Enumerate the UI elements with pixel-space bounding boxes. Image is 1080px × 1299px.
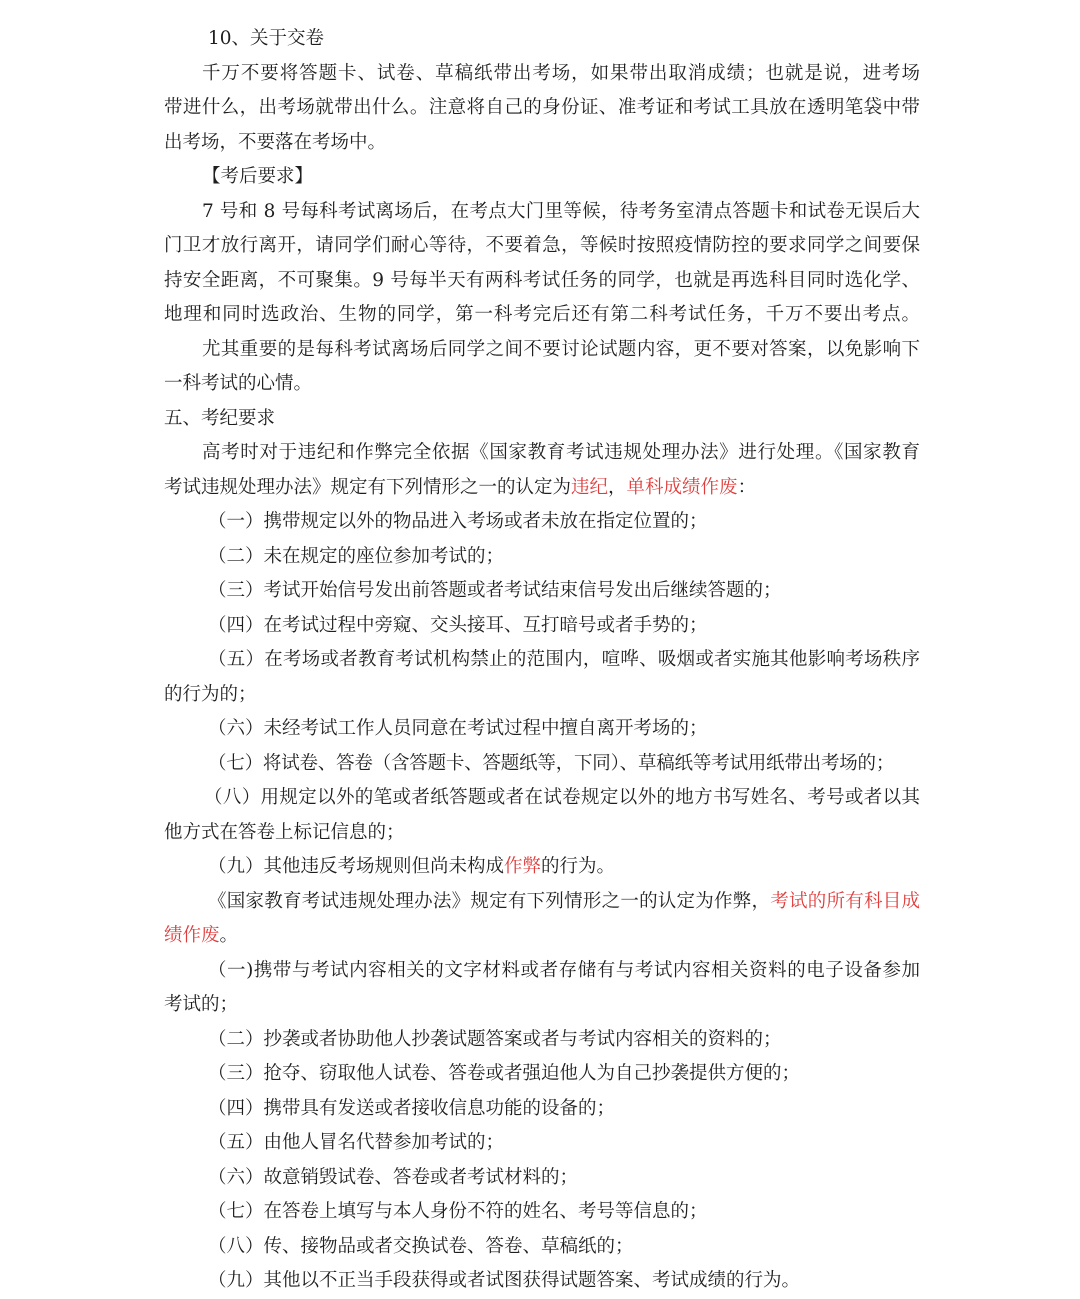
- highlight-cheating: 作弊: [504, 856, 542, 877]
- text-span: ：: [737, 476, 757, 498]
- list-item: （二）未在规定的座位参加考试的；: [208, 545, 505, 567]
- list-item: （七）将试卷、答卷（含答题卡、答题纸等，下同）、草稿纸等考试用纸带出考场的；: [208, 752, 895, 774]
- list-item: （八）用规定以外的笔或者纸答题或者在试卷规定以外的地方书写姓名、考号或者以其: [204, 787, 920, 808]
- text-span: ，: [608, 476, 627, 498]
- list-item: [164, 850, 920, 885]
- paragraph-line: [164, 885, 920, 920]
- paragraph-line: 出考场，不要落在考场中。: [164, 131, 387, 153]
- list-item: （七）在答卷上填写与本人身份不符的姓名、考号等信息的；: [208, 1201, 708, 1222]
- paragraph-line: 地理和同时选政治、生物的同学，第一科考完后还有第二科考试任务，千万不要出考点。: [164, 304, 920, 325]
- text-span: 的行为。: [541, 856, 616, 877]
- paragraph-line: 一科考试的心情。: [164, 373, 313, 394]
- list-item: （八）传、接物品或者交换试卷、答卷、草稿纸的；: [208, 1235, 634, 1257]
- list-item: （六）故意销毁试卷、答卷或者考试材料的；: [208, 1166, 579, 1188]
- text-span: 《国家教育考试违规处理办法》规定有下列情形之一的认定为作弊，: [208, 890, 771, 912]
- list-item: （二）抄袭或者协助他人抄袭试题答案或者与考试内容相关的资料的；: [208, 1028, 782, 1050]
- list-item: （五）在考场或者教育考试机构禁止的范围内，喧哗、吸烟或者实施其他影响考场秩序: [208, 649, 920, 670]
- paragraph-line: 持安全距离，不可聚集。9 号每半天有两科考试任务的同学，也就是再选科目同时选化学、: [164, 269, 920, 291]
- section-title-discipline: 五、考纪要求: [164, 407, 276, 429]
- text-span: 。: [219, 925, 239, 946]
- paragraph-line: [164, 471, 920, 506]
- paragraph-line: 门卫才放行离开，请同学们耐心等待，不要着急，等候时按照疫情防控的要求同学之间要保: [164, 235, 920, 256]
- paragraph-line: 千万不要将答题卡、试卷、草稿纸带出考场，如果带出取消成绩；也就是说，进考场: [202, 62, 920, 84]
- list-item: （五）由他人冒名代替参加考试的；: [208, 1132, 505, 1153]
- list-item-continuation: 的行为的；: [164, 683, 257, 705]
- list-item: （三）考试开始信号发出前答题或者考试结束信号发出后继续答题的；: [208, 580, 782, 601]
- paragraph-line: 高考时对于违纪和作弊完全依据《国家教育考试违规处理办法》进行处理。《国家教育: [202, 442, 920, 463]
- list-item-continuation: 他方式在答卷上标记信息的；: [164, 821, 405, 843]
- section-title-after-exam: 【考后要求】: [202, 166, 314, 187]
- text-span: （九）其他违反考场规则但尚未构成: [208, 856, 505, 877]
- list-item: （六）未经考试工作人员同意在考试过程中擅自离开考场的；: [208, 718, 708, 739]
- section-title-exam-submit: 10、关于交卷: [208, 28, 325, 49]
- list-item: （一)携带与考试内容相关的文字材料或者存储有与考试内容相关资料的电子设备参加: [208, 959, 920, 981]
- paragraph-line: [164, 919, 920, 954]
- highlight-all-subjects-void-cont: 绩作废: [164, 925, 220, 946]
- list-item: （三）抢夺、窃取他人试卷、答卷或者强迫他人为自己抄袭提供方便的；: [208, 1063, 801, 1084]
- paragraph-line: 带进什么，出考场就带出什么。注意将自己的身份证、准考证和考试工具放在透明笔袋中带: [164, 97, 920, 118]
- highlight-single-subject-void: 单科成绩作废: [626, 476, 738, 498]
- list-item: （九）其他以不正当手段获得或者试图获得试题答案、考试成绩的行为。: [208, 1270, 801, 1291]
- list-item: （四）在考试过程中旁窥、交头接耳、互打暗号或者手势的；: [208, 614, 708, 636]
- list-item: （一）携带规定以外的物品进入考场或者未放在指定位置的；: [208, 511, 708, 532]
- list-item-continuation: 考试的；: [164, 994, 239, 1015]
- paragraph-line: 尤其重要的是每科考试离场后同学之间不要讨论试题内容，更不要对答案，以免影响下: [202, 338, 920, 360]
- highlight-all-subjects-void: 考试的所有科目成: [770, 890, 920, 912]
- paragraph-line: 7 号和 8 号每科考试离场后，在考点大门里等候，待考务室清点答题卡和试卷无误后大: [202, 200, 920, 222]
- text-span: 考试违规处理办法》规定有下列情形之一的认定为: [164, 476, 572, 498]
- highlight-violation: 违纪: [571, 476, 609, 498]
- list-item: （四）携带具有发送或者接收信息功能的设备的；: [208, 1097, 616, 1119]
